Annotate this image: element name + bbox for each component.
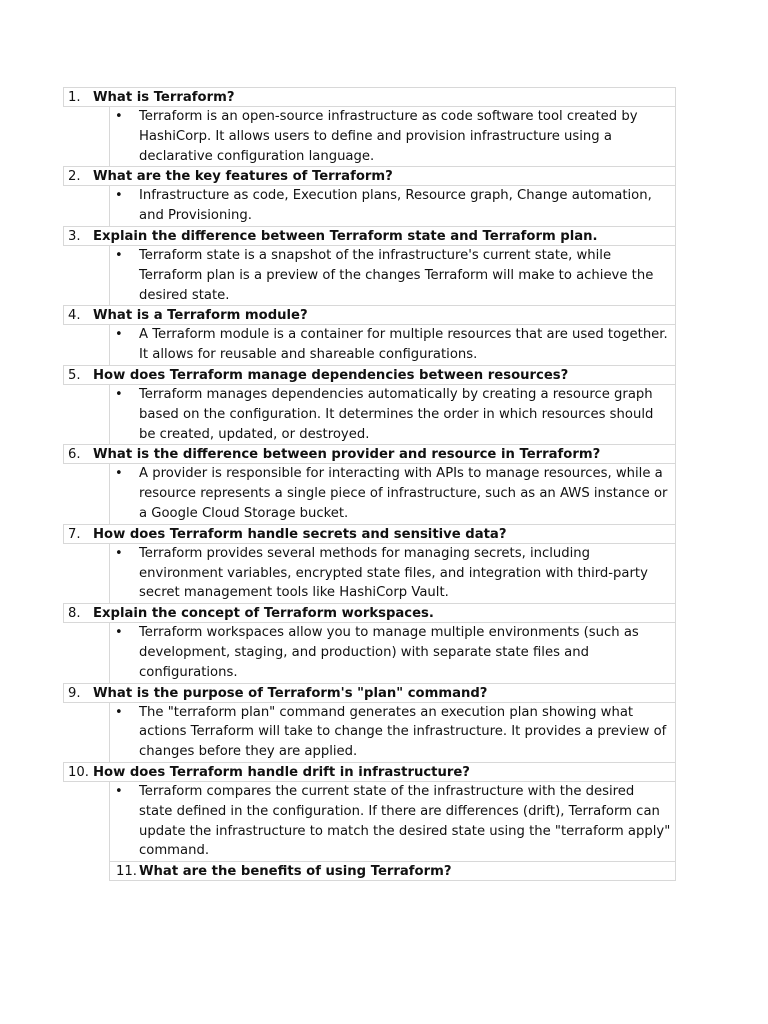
- question-number: 4.: [68, 308, 81, 324]
- question-text: What is the difference between provider and resource in Terraform?: [93, 447, 601, 463]
- answer-text: Infrastructure as code, Execution plans, Resource graph, Change automation, and Provisioning.: [139, 188, 652, 224]
- question-number: 7.: [68, 526, 81, 542]
- answer-row: [109, 106, 676, 167]
- bullet-icon: •: [115, 704, 123, 720]
- bullet-icon: •: [115, 327, 123, 343]
- bullet-icon: •: [115, 625, 123, 641]
- bullet-icon: •: [115, 247, 123, 263]
- answer-text: Terraform workspaces allow you to manage multiple environments (such as development, staging, and production) with separate state files and configurations.: [139, 625, 639, 680]
- answer-row: [109, 463, 676, 524]
- question-text: Explain the concept of Terraform workspaces.: [93, 606, 434, 622]
- question-text: Explain the difference between Terraform state and Terraform plan.: [93, 228, 598, 244]
- answer-row: [109, 324, 676, 366]
- question-number: 8.: [68, 606, 81, 622]
- question-row: [63, 226, 676, 246]
- bullet-icon: •: [115, 386, 123, 402]
- question-text: What are the key features of Terraform?: [93, 169, 393, 185]
- question-row: [63, 87, 676, 107]
- question-number: 3.: [68, 228, 81, 244]
- answer-text: Terraform state is a snapshot of the infrastructure's current state, while Terraform plan is a preview of the changes Terraform will make to achieve the desired state.: [139, 247, 654, 303]
- answer-text: Terraform compares the current state of the infrastructure with the desired state defined in the configuration. If there are differences (drift), Terraform can update the infrastructure to match the desired state using the "terraform apply" command.: [139, 783, 671, 859]
- question-text: What is Terraform?: [93, 90, 235, 105]
- bullet-icon: •: [115, 545, 123, 561]
- answer-text: Terraform is an open-source infrastructure as code software tool created by HashiCorp. It allows users to define and provision infrastructure using a declarative configuration language.: [139, 109, 638, 164]
- question-row: [63, 444, 676, 464]
- question-text: How does Terraform manage dependencies between resources?: [93, 367, 569, 383]
- question-row: [63, 524, 676, 544]
- answer-text: A Terraform module is a container for multiple resources that are used together. It allows for reusable and shareable configurations.: [139, 327, 668, 363]
- question-number: 6.: [68, 447, 81, 463]
- question-row: [63, 762, 676, 782]
- question-number: 5.: [68, 367, 81, 383]
- question-number: 10.: [68, 764, 89, 780]
- question-row: [63, 166, 676, 186]
- answer-row: [109, 702, 676, 763]
- answer-text: The "terraform plan" command generates an execution plan showing what actions Terraform will take to change the infrastructure. It provides a preview of changes before they are applied.: [139, 704, 667, 760]
- question-text: What is a Terraform module?: [93, 308, 308, 324]
- question-row: [63, 683, 676, 703]
- question-text: How does Terraform handle drift in infrastructure?: [93, 764, 470, 780]
- bullet-icon: •: [115, 466, 123, 482]
- answer-row: [109, 622, 676, 683]
- question-row: [63, 603, 676, 623]
- bullet-icon: •: [115, 188, 123, 204]
- answer-row: [109, 185, 676, 227]
- answer-row: [109, 384, 676, 445]
- question-text: What is the purpose of Terraform's "plan" command?: [93, 685, 488, 701]
- answer-text: Terraform provides several methods for managing secrets, including environment variables, encrypted state files, and integration with third-party secret management tools like HashiCorp Vault.: [139, 545, 648, 601]
- document-body: [63, 88, 676, 881]
- question-row-nested: [109, 861, 676, 881]
- bullet-icon: •: [115, 783, 123, 799]
- question-row: [63, 365, 676, 385]
- question-row: [63, 305, 676, 325]
- answer-text: A provider is responsible for interacting with APIs to manage resources, while a resource represents a single piece of infrastructure, such as an AWS instance or a Google Cloud Storage bucket.: [139, 466, 668, 521]
- question-text: What are the benefits of using Terraform?: [139, 864, 452, 880]
- question-text: How does Terraform handle secrets and sensitive data?: [93, 526, 507, 542]
- answer-row: [109, 543, 676, 604]
- answer-row: [109, 245, 676, 306]
- question-number: 1.: [68, 90, 81, 105]
- answer-text: Terraform manages dependencies automatically by creating a resource graph based on the configuration. It determines the order in which resources should be created, updated, or destroyed.: [139, 386, 654, 442]
- question-number: 9.: [68, 685, 81, 701]
- answer-row: [109, 781, 676, 862]
- question-number: 2.: [68, 169, 81, 185]
- bullet-icon: •: [115, 109, 123, 124]
- question-number: 11.: [116, 864, 137, 880]
